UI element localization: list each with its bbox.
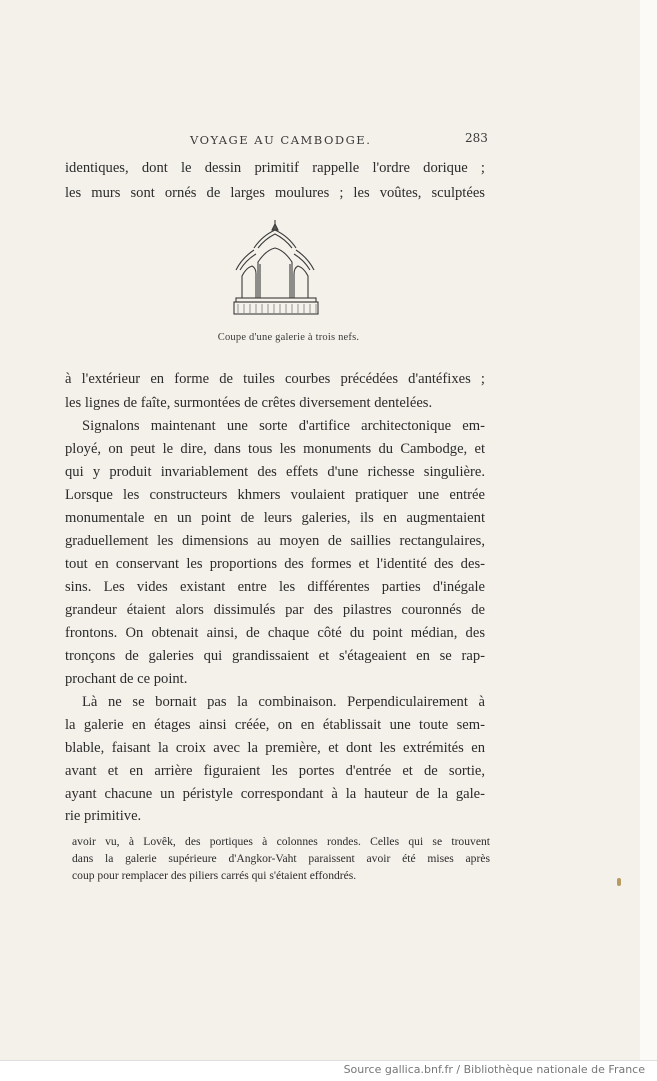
text-line: ayant chacune un péristyle correspondant à la hauteur de la gale- (65, 786, 485, 802)
text-line: Là ne se bornait pas la combinaison. Perpendiculairement à (82, 694, 485, 710)
text-line: monumentale en un point de leurs galeries, ils en augmentaient (65, 510, 485, 526)
text-line: frontons. On obtenait ainsi, de chaque côté du point médian, des (65, 625, 485, 641)
text-line: Lorsque les constructeurs khmers voulaient pratiquer une entrée (65, 487, 485, 503)
text-line: blable, faisant la croix avec la première, et dont les extrémités en (65, 740, 485, 756)
paper-stain (617, 878, 621, 886)
footnote-line: dans la galerie supérieure d'Angkor-Vaht paraissent avoir été mises après (72, 852, 490, 865)
text-line: la galerie en étages ainsi créée, on en établissait une toute sem- (65, 717, 485, 733)
gallery-section-illustration (232, 218, 322, 318)
text-line: identiques, dont le dessin primitif rappelle l'ordre dorique ; (65, 160, 485, 176)
text-line: grandeur étaient alors dissimulés par des pilastres couronnés de (65, 602, 485, 618)
footnote-line: avoir vu, à Lovêk, des portiques à colonnes rondes. Celles qui se trouvent (72, 835, 490, 848)
figure-caption: Coupe d'une galerie à trois nefs. (217, 332, 360, 343)
text-line: tout en conservant les proportions des formes et l'identité des des- (65, 556, 485, 572)
text-line: qui y produit invariablement des effets d'une richesse singulière. (65, 464, 485, 480)
text-line: les murs sont ornés de larges moulures ; les voûtes, sculptées (65, 185, 485, 201)
text-line: graduellement les dimensions au moyen de saillies rectangulaires, (65, 533, 485, 549)
text-line: à l'extérieur en forme de tuiles courbes précédées d'antéfixes ; (65, 371, 485, 387)
text-line: tronçons de galeries qui grandissaient et s'étageaient en se rap- (65, 648, 485, 664)
footnote-line: coup pour remplacer des piliers carrés qui s'étaient effondrés. (72, 869, 357, 882)
source-link[interactable]: Source gallica.bnf.fr / Bibliothèque nationale de France (343, 1063, 645, 1076)
text-line: rie primitive. (65, 808, 142, 824)
text-line: prochant de ce point. (65, 671, 188, 687)
text-line: sins. Les vides existant entre les différentes parties d'inégale (65, 579, 485, 595)
page-number: 283 (465, 131, 488, 145)
running-title: VOYAGE AU CAMBODGE. (190, 133, 372, 147)
text-line: ployé, on peut le dire, dans tous les monuments du Cambodge, et (65, 441, 485, 457)
text-line: avant et en arrière figuraient les portes d'entrée et de sortie, (65, 763, 485, 779)
source-footer (0, 1060, 657, 1081)
text-line: Signalons maintenant une sorte d'artifice architectonique em- (82, 418, 485, 434)
text-line: les lignes de faîte, surmontées de crêtes diversement dentelées. (65, 395, 433, 411)
page-edge (640, 0, 657, 1060)
